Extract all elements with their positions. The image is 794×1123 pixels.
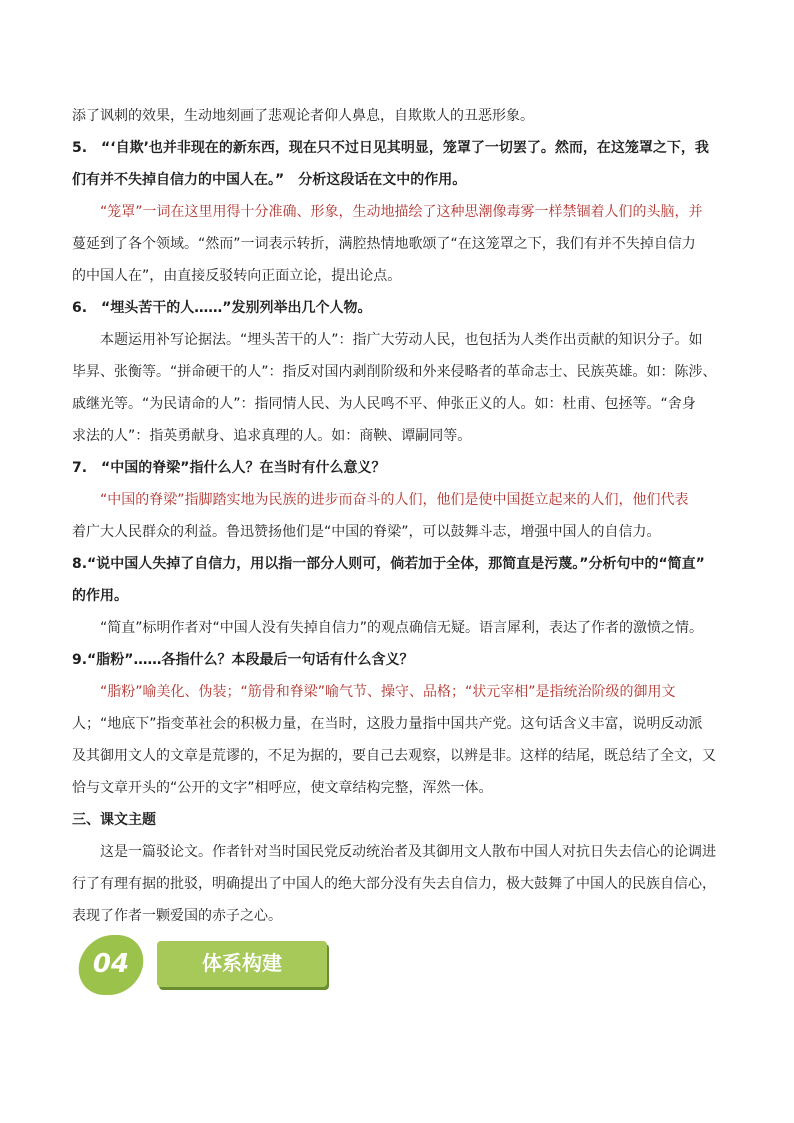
question-7-line: 7. “中国的脊梁”指什么人？在当时有什么意义？ xyxy=(72,460,386,476)
answer-6-line-1: 本题运用补写论据法。“埋头苦干的人”：指广大劳动人民，也包括为人类作出贡献的知识分子。如 xyxy=(100,332,703,348)
section-heading: 三、课文主题 xyxy=(72,812,156,828)
theme-line-3: 表现了作者一颗爱国的赤子之心。 xyxy=(72,908,282,924)
answer-5-line-1: “笼罩”一词在这里用得十分准确、形象，生动地描绘了这种思潮像毒雾一样禁锢着人们的头脑，并 xyxy=(100,204,703,220)
answer-7-line-1: “中国的脊梁”指脚踏实地为民族的进步而奋斗的人们，他们是使中国挺立起来的人们，他们代表 xyxy=(100,492,689,508)
answer-5-line-2: 蔓延到了各个领域。“然而”一词表示转折，满腔热情地歌颂了“在这笼罩之下，我们有并不失掉自信力 xyxy=(72,236,696,252)
answer-9-line-4: 恰与文章开头的“公开的文字”相呼应，使文章结构完整，浑然一体。 xyxy=(72,780,493,796)
question-8-line-1: 8.“说中国人失掉了自信力，用以指一部分人则可，倘若加于全体，那简直是污蔑。”分析句中的“简直” xyxy=(72,556,705,572)
section-badge xyxy=(79,935,339,995)
answer-9-line-3: 及其御用文人的文章是荒谬的，不足为据的，要自己去观察，以辨是非。这样的结尾，既总结了全文，又 xyxy=(72,748,716,764)
answer-8-line: “简直”标明作者对“中国人没有失掉自信力”的观点确信无疑。语言犀利，表达了作者的激愤之情。 xyxy=(100,620,704,636)
question-5-line-2: 们有并不失掉自信力的中国人在。” 分析这段话在文中的作用。 xyxy=(72,172,467,188)
badge-title-bar xyxy=(157,941,327,987)
question-9-line: 9.“脂粉”……各指什么？本段最后一句话有什么含义？ xyxy=(72,652,414,668)
answer-6-line-2: 毕昇、张衡等。“拼命硬干的人”：指反对国内剥削阶级和外来侵略者的革命志士、民族英雄。如：陈涉、 xyxy=(72,364,717,380)
answer-9-line-2: 人；“地底下”指变革社会的积极力量，在当时，这股力量指中国共产党。这句话含义丰富，说明反动派 xyxy=(72,716,703,732)
question-6-line: 6. “埋头苦干的人……”发别列举出几个人物。 xyxy=(72,300,372,316)
badge-title: 体系构建 xyxy=(202,951,282,975)
document-body xyxy=(72,100,727,932)
badge-number: 04 xyxy=(92,949,130,979)
answer-6-line-3: 戚继光等。“为民请命的人”：指同情人民、为人民鸣不平、伸张正义的人。如：杜甫、包拯等。“舍身 xyxy=(72,396,696,412)
question-8-line-2: 的作用。 xyxy=(72,588,128,604)
answer-7-line-2: 着广大人民群众的利益。鲁迅赞扬他们是“中国的脊梁”，可以鼓舞斗志，增强中国人的自信力。 xyxy=(72,524,661,540)
answer-line: 添了讽刺的效果，生动地刻画了悲观论者仰人鼻息，自欺欺人的丑恶形象。 xyxy=(72,108,534,124)
theme-line-1: 这是一篇驳论文。作者针对当时国民党反动统治者及其御用文人散布中国人对抗日失去信心的论调进 xyxy=(100,844,716,860)
answer-9-line-1: “脂粉”喻美化、伪装；“筋骨和脊梁”喻气节、操守、品格；“状元宰相”是指统治阶级的御用文 xyxy=(100,684,676,700)
question-5-line-1: 5. “‘自欺’也并非现在的新东西，现在只不过日见其明显，笼罩了一切罢了。然而，在这笼罩之下，我 xyxy=(72,140,709,156)
theme-line-2: 行了有理有据的批驳，明确提出了中国人的绝大部分没有失去自信力，极大鼓舞了中国人的民族自信心， xyxy=(72,876,716,892)
answer-5-line-3: 的中国人在”，由直接反驳转向正面立论，提出论点。 xyxy=(72,268,402,284)
answer-6-line-4: 求法的人”：指英勇献身、追求真理的人。如：商鞅、谭嗣同等。 xyxy=(72,428,472,444)
